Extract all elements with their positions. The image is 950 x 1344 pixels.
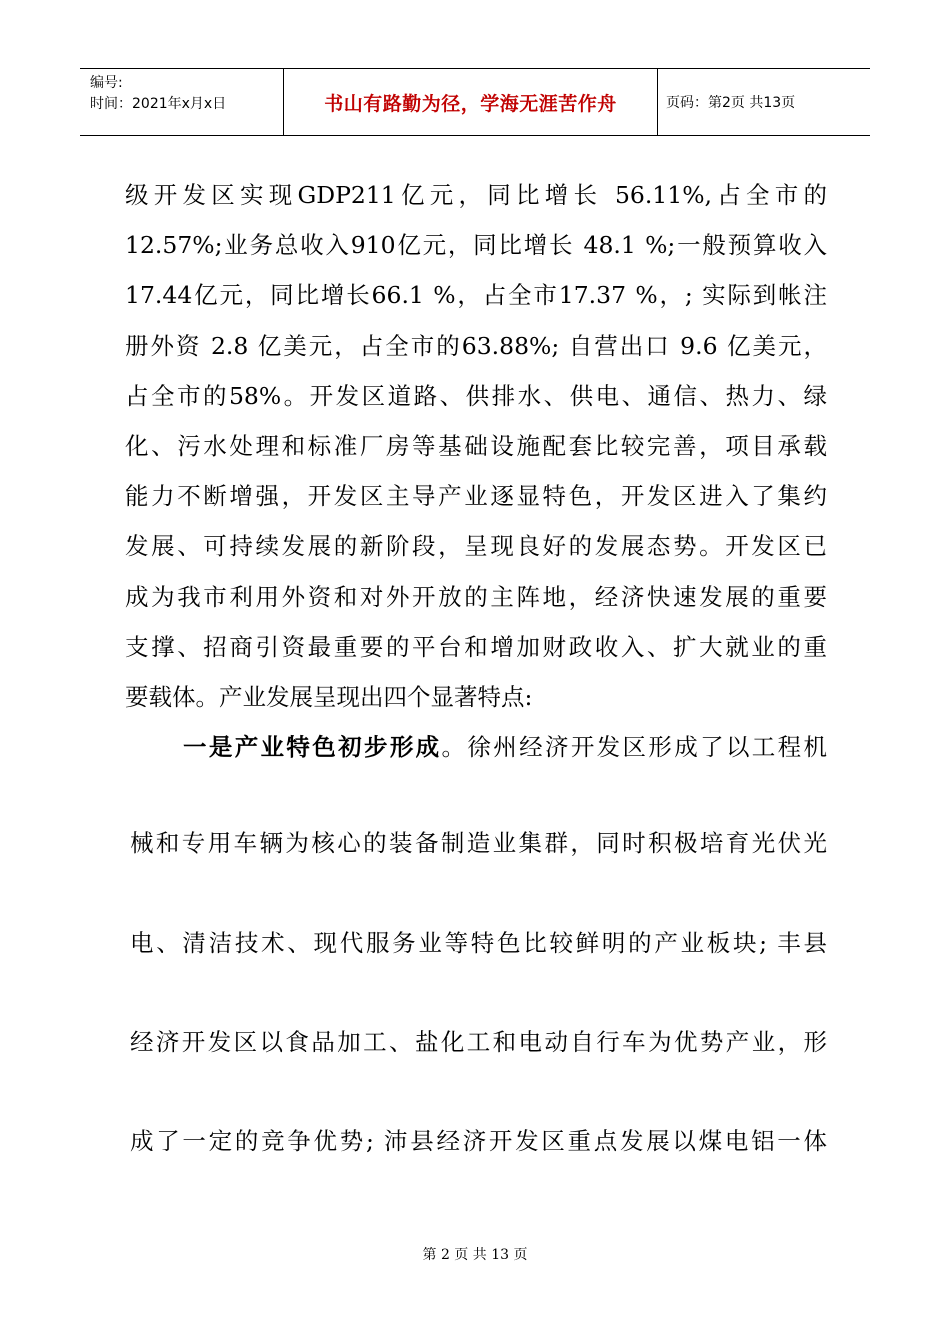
body-line: 发展、可持续发展的新阶段，呈现良好的发展态势。开发区已 bbox=[125, 532, 827, 560]
header-meta bbox=[80, 69, 283, 135]
body-line: 电、清洁技术、现代服务业等特色比较鲜明的产业板块; 丰县 bbox=[130, 929, 827, 957]
header-page-label: 页码：第2页 共13页 bbox=[666, 95, 796, 111]
body-line: 17.44亿元，同比增长66.1 %，占全市17.37 %，; 实际到帐注 bbox=[125, 281, 827, 309]
page-header bbox=[80, 68, 870, 136]
header-motto: 书山有路勤为径，学海无涯苦作舟 bbox=[283, 69, 658, 135]
body-line: 占全市的58%。开发区道路、供排水、供电、通信、热力、绿 bbox=[125, 382, 827, 410]
body-line: 械和专用车辆为核心的装备制造业集群，同时积极培育光伏光 bbox=[130, 829, 827, 857]
paragraph-lead: 一是产业特色初步形成 bbox=[183, 733, 442, 761]
document-time-label: 时间：2021年x月x日 bbox=[90, 96, 227, 112]
body-line: 成了一定的竞争优势; 沛县经济开发区重点发展以煤电铝一体 bbox=[130, 1127, 827, 1155]
body-line: 12.57%;业务总收入910亿元，同比增长 48.1 %;一般预算收入 bbox=[125, 231, 827, 259]
page-footer: 第 2 页 共 13 页 bbox=[422, 1247, 528, 1263]
body-line: 册外资 2.8 亿美元，占全市的63.88%; 自营出口 9.6 亿美元， bbox=[125, 332, 827, 360]
paragraph-first-line-rest: 。徐州经济开发区形成了以工程机 bbox=[441, 733, 827, 761]
body-line: 要载体。产业发展呈现出四个显著特点: bbox=[125, 683, 533, 711]
body-line: 能力不断增强，开发区主导产业逐显特色，开发区进入了集约 bbox=[125, 482, 827, 510]
body-line: 支撑、招商引资最重要的平台和增加财政收入、扩大就业的重 bbox=[125, 633, 827, 661]
body-line: 级开发区实现GDP211亿元，同比增长 56.11%,占全市的 bbox=[125, 181, 827, 209]
paragraph-first-line bbox=[183, 727, 827, 767]
document-number-label: 编号: bbox=[90, 75, 123, 91]
body-line: 经济开发区以食品加工、盐化工和电动自行车为优势产业，形 bbox=[130, 1028, 827, 1056]
body-line: 化、污水处理和标准厂房等基础设施配套比较完善，项目承载 bbox=[125, 432, 827, 460]
body-line: 成为我市利用外资和对外开放的主阵地，经济快速发展的重要 bbox=[125, 583, 827, 611]
